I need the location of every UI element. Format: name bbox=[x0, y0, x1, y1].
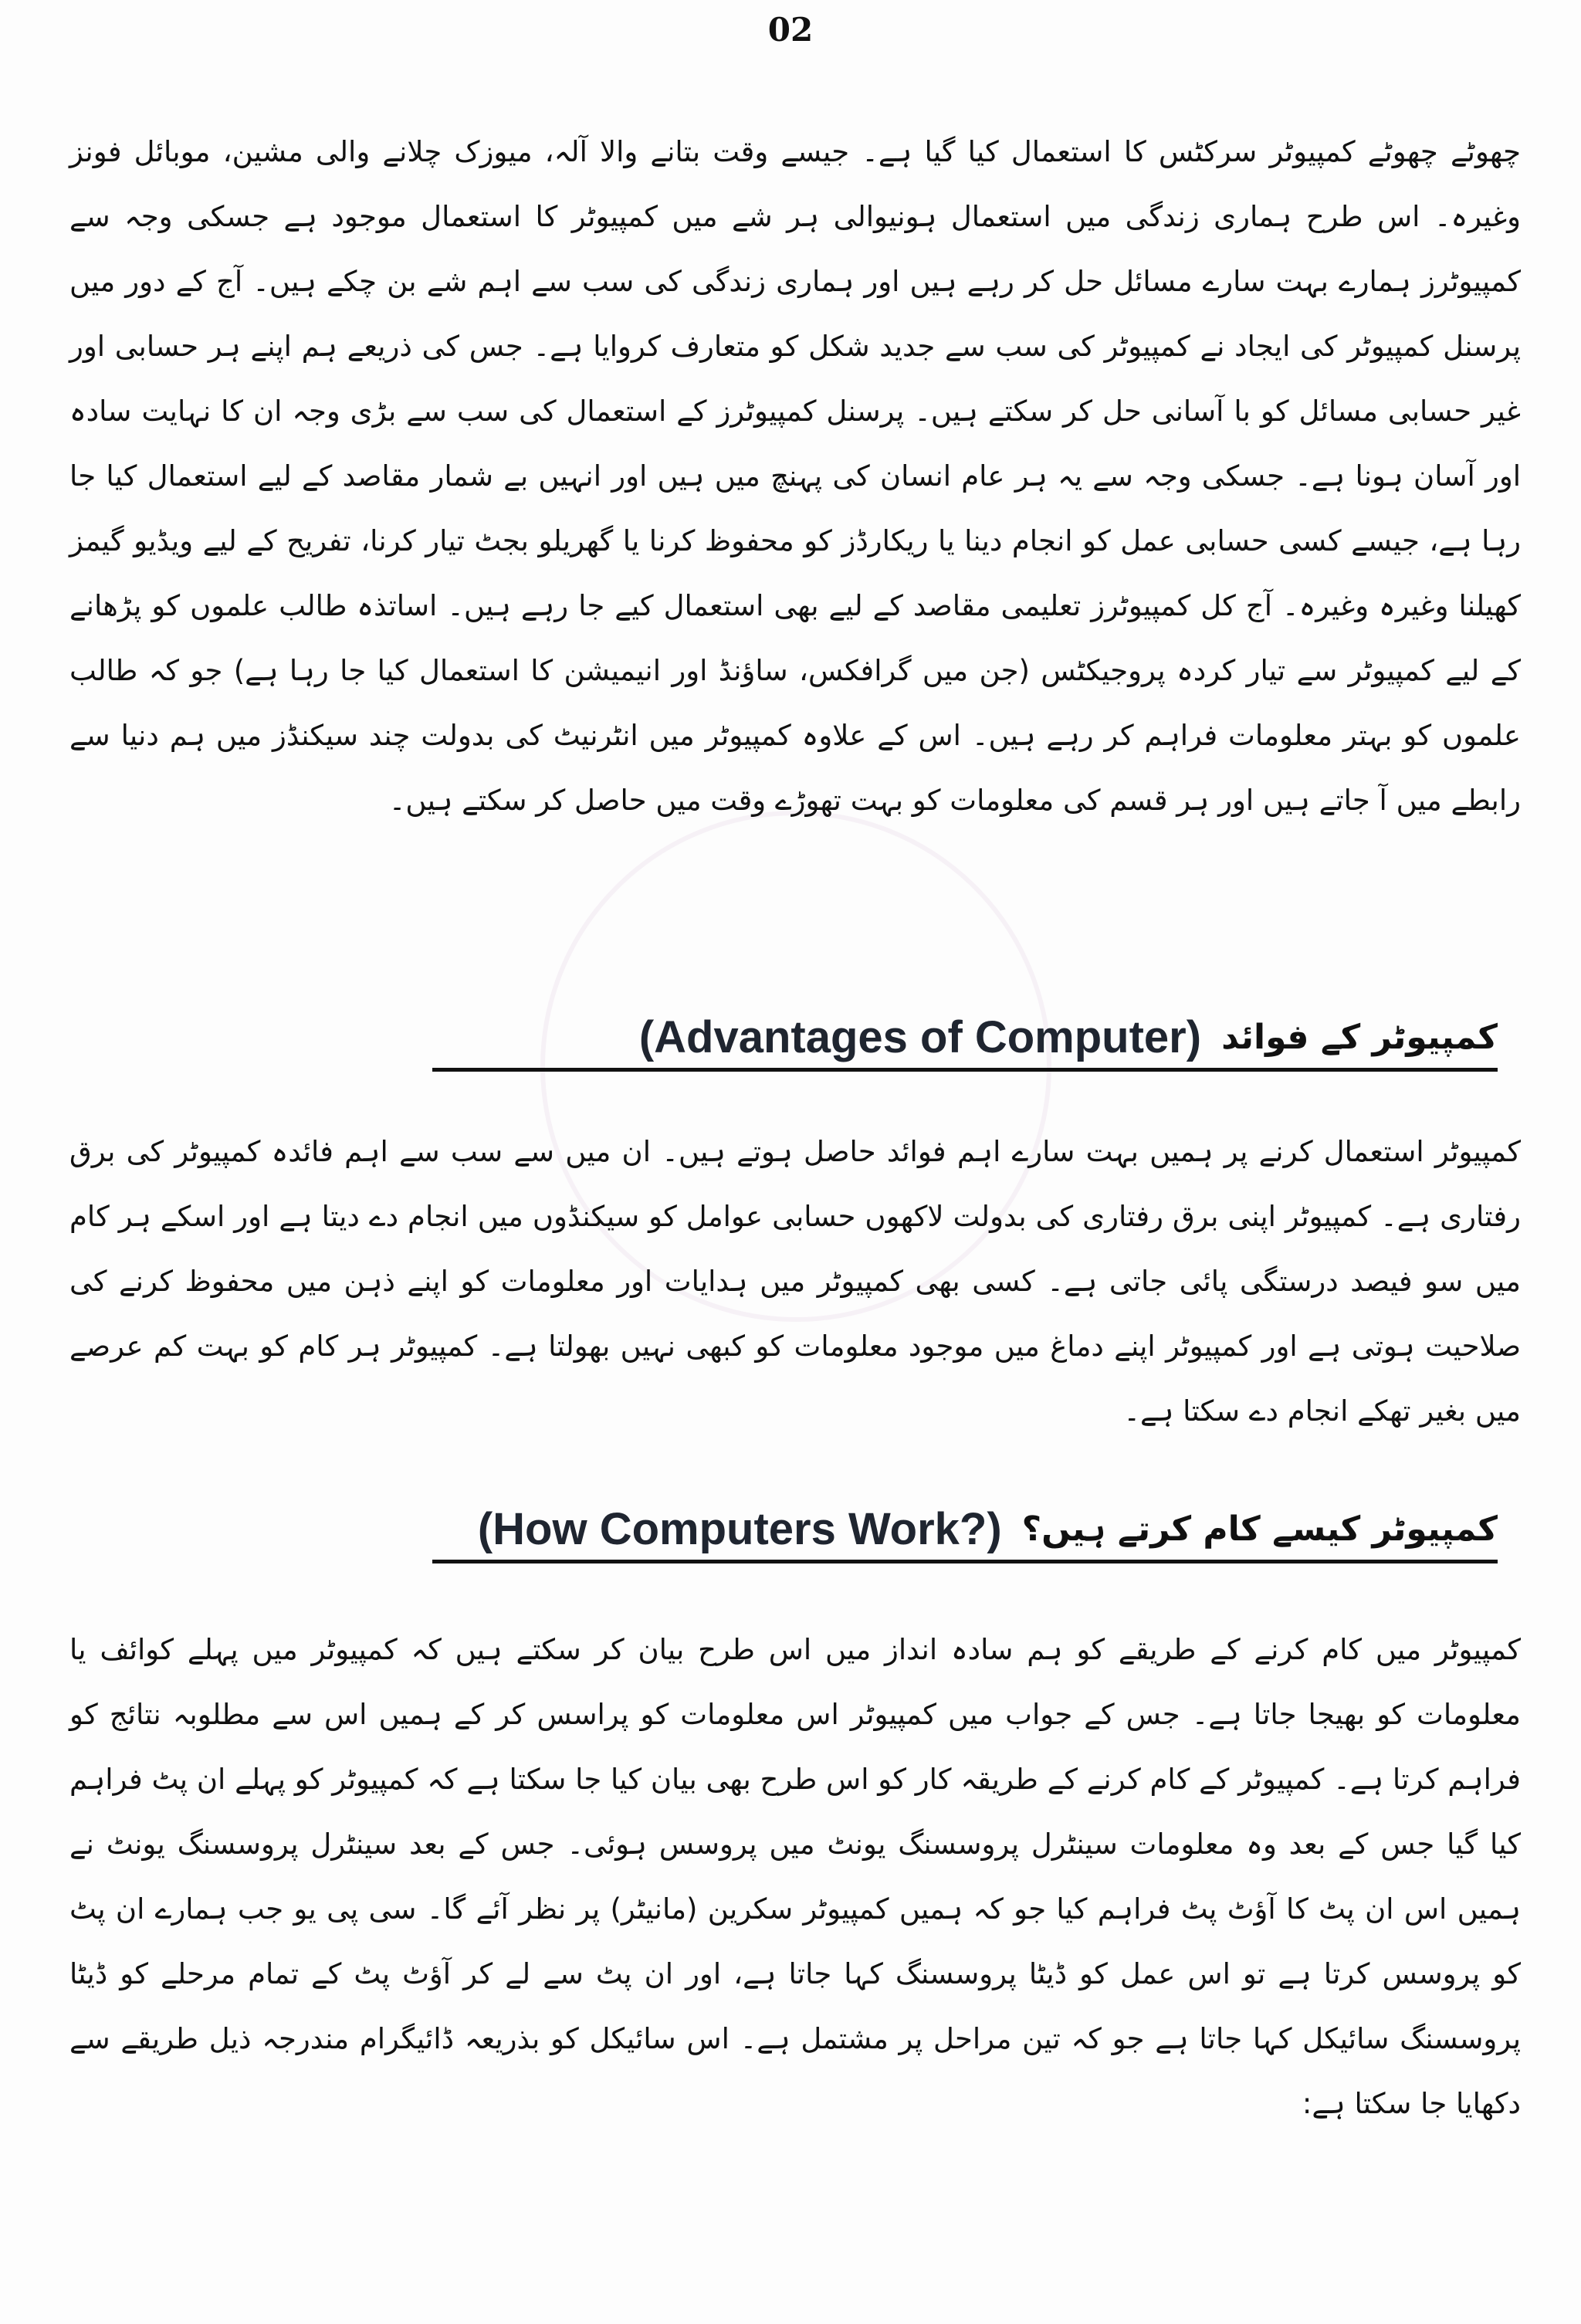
heading-advantages-urdu: کمپیوٹر کے فوائد bbox=[1221, 1017, 1498, 1057]
paragraph-how-computers-work: کمپیوٹر میں کام کرنے کے طریقے کو ہم سادہ انداز میں اس طرح بیان کر سکتے ہیں کہ کمپیوٹر میں پہلے کوائف یا معلومات کو بھیجا جاتا ہے۔ جس کے جواب میں کمپیوٹر اس معلومات کو پراسس کر کے ہمیں اس سے مطلوبہ نتائج کو فراہم کرتا ہے۔ کمپیوٹر کے کام کرنے کے طریقہ کار کو اس طرح بھی بیان کیا جا سکتا ہے کہ کمپیوٹر کو پہلے ان پٹ فراہم کیا گیا جس کے بعد وہ معلومات سینٹرل پروسسنگ یونٹ میں پروسس ہوئی۔ جس کے بعد سینٹرل پروسسنگ یونٹ نے ہمیں اس ان پٹ کا آؤٹ پٹ فراہم کیا جو کہ ہمیں کمپیوٹر سکرین (مانیٹر) پر نظر آئے گا۔ سی پی یو جب ہمارے ان پٹ کو پروسس کرتا ہے تو اس عمل کو ڈیٹا پروسسنگ کہا جاتا ہے، اور ان پٹ سے لے کر آؤٹ پٹ کے تمام مرحلے کو ڈیٹا پروسسنگ سائیکل کہا جاتا ہے جو کہ تین مراحل پر مشتمل ہے۔ اس سائیکل کو بذریعہ ڈائیگرام مندرجہ ذیل طریقے سے دکھایا جا سکتا ہے: bbox=[69, 1633, 1521, 2120]
paragraph-advantages: کمپیوٹر استعمال کرنے پر ہمیں بہت سارے اہم فوائد حاصل ہوتے ہیں۔ ان میں سے سب سے اہم فائدہ کمپیوٹر کی برق رفتاری ہے۔ کمپیوٹر اپنی برق رفتاری کی بدولت لاکھوں حسابی عوامل کو سیکنڈوں میں انجام دے دیتا ہے اور اسکے ہر کام میں سو فیصد درستگی پائی جاتی ہے۔ کسی بھی کمپیوٹر میں ہدایات اور معلومات کو اپنے ذہن میں محفوظ کرنے کی صلاحیت ہوتی ہے اور کمپیوٹر اپنے دماغ میں موجود معلومات کو کبھی نہیں بھولتا ہے۔ کمپیوٹر ہر کام کو بہت کم عرصے میں بغیر تھکے انجام دے سکتا ہے۔ bbox=[69, 1135, 1521, 1428]
heading-how-computers-work bbox=[432, 1498, 1498, 1563]
heading-advantages-english: (Advantages of Computer) bbox=[638, 1011, 1202, 1062]
heading-how-work-english: (How Computers Work?) bbox=[477, 1503, 1002, 1554]
heading-how-work-urdu: کمپیوٹر کیسے کام کرتے ہیں؟ bbox=[1021, 1509, 1498, 1549]
heading-advantages bbox=[432, 1006, 1498, 1072]
paragraph-intro: چھوٹے چھوٹے کمپیوٹر سرکٹس کا استعمال کیا گیا ہے۔ جیسے وقت بتانے والا آلہ، میوزک چلانے والی مشین، موبائل فونز وغیرہ۔ اس طرح ہماری زندگی میں استعمال ہونیوالی ہر شے میں کمپیوٹر کا استعمال موجود ہے جسکی وجہ سے کمپیوٹرز ہمارے بہت سارے مسائل حل کر رہے ہیں اور ہماری زندگی کی سب سے اہم شے بن چکے ہیں۔ آج کے دور میں پرسنل کمپیوٹر کی ایجاد نے کمپیوٹر کی سب سے جدید شکل کو متعارف کروایا ہے۔ جس کی ذریعے ہم اپنے ہر حسابی اور غیر حسابی مسائل کو با آسانی حل کر سکتے ہیں۔ پرسنل کمپیوٹرز کے استعمال کی سب سے بڑی وجہ ان کا نہایت سادہ اور آسان ہونا ہے۔ جسکی وجہ سے یہ ہر عام انسان کی پہنچ میں ہیں اور انہیں بے شمار مقاصد کے لیے استعمال کیا جا رہا ہے، جیسے کسی حسابی عمل کو انجام دینا یا ریکارڈز کو محفوظ کرنا یا گھریلو بجٹ تیار کرنا، تفریح کے لیے ویڈیو گیمز کھیلنا وغیرہ وغیرہ۔ آج کل کمپیوٹرز تعلیمی مقاصد کے لیے بھی استعمال کیے جا رہے ہیں۔ اساتذہ طالب علموں کو پڑھانے کے لیے کمپیوٹر سے تیار کردہ پروجیکٹس (جن میں گرافکس، ساؤنڈ اور انیمیشن کا استعمال کیا جا رہا ہے) جو کہ طالب علموں کو بہتر معلومات فراہم کر رہے ہیں۔ اس کے علاوہ کمپیوٹر میں انٹرنیٹ کی بدولت چند سیکنڈز میں ہم دنیا سے رابطے میں آ جاتے ہیں اور ہر قسم کی معلومات کو بہت تھوڑے وقت میں حاصل کر سکتے ہیں۔ bbox=[69, 135, 1521, 817]
page-number: 02 bbox=[767, 11, 814, 49]
